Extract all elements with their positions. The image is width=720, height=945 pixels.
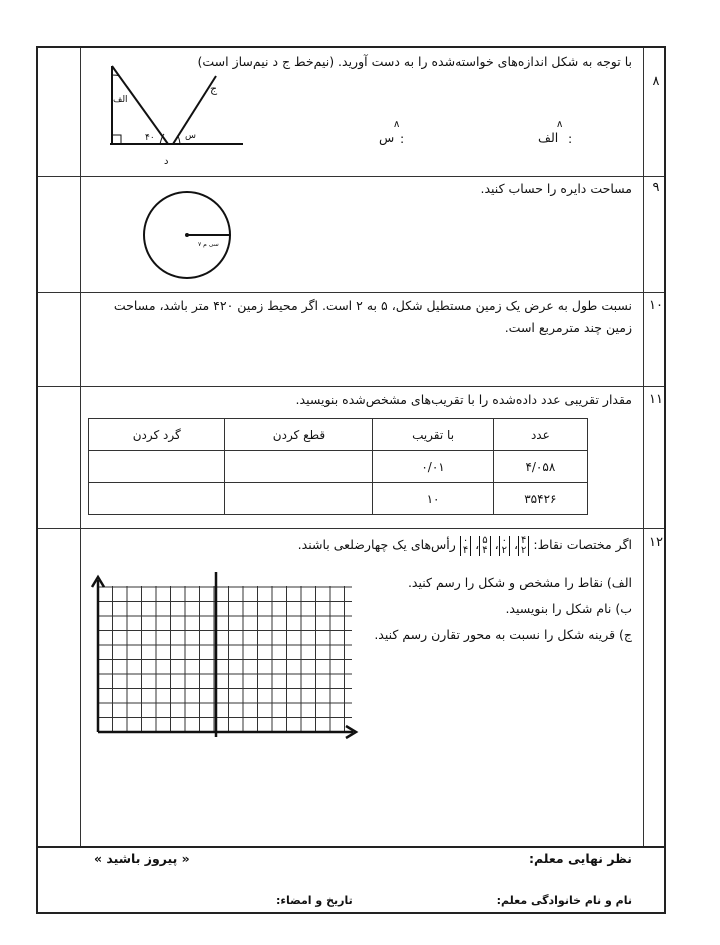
table-header-row <box>89 419 588 451</box>
point-vector: ۴ ۲ <box>518 536 529 556</box>
approximation-table <box>88 418 588 515</box>
cell-approx: ۱۰ <box>373 483 493 515</box>
point-vector: ۵ ۴ <box>479 536 490 556</box>
date-sign-label: تاریخ و امضاء: <box>276 894 353 907</box>
table-row <box>89 483 588 515</box>
question-12-text: اگر مختصات نقاط: ۴ ۲، ۰ ۲، ۵ ۴، ۰ ۴ رأس‌های یک چهارضلعی باشند. <box>297 534 632 556</box>
radius-label: ۷ سی ‌م <box>198 241 219 248</box>
answer-sin-label: س <box>379 130 395 145</box>
label-jim: ج <box>210 82 218 95</box>
teacher-opinion-label: نظر نهایی معلم: <box>528 851 632 866</box>
header-number: عدد <box>493 419 587 451</box>
question-number: ۸ <box>652 74 660 89</box>
label-sin: س <box>185 131 196 141</box>
question-number: ۱۲ <box>649 535 663 550</box>
cell-truncate-answer[interactable] <box>225 483 373 515</box>
question-11-text: مقدار تقریبی عدد داده‌شده را با تقریب‌های مشخص‌شده بنویسید. <box>295 392 632 407</box>
question-number: ۱۱ <box>649 392 663 407</box>
coordinate-grid[interactable] <box>88 572 378 772</box>
header-round: گرد کردن <box>89 419 225 451</box>
row-divider <box>38 176 664 177</box>
label-alef: الف <box>113 95 128 105</box>
answer-sin-colon: : <box>400 131 405 146</box>
cell-approx: ۰/۰۱ <box>373 451 493 483</box>
angle-hat: ∧ <box>393 119 401 130</box>
table-row <box>89 451 588 483</box>
label-dal: د <box>164 156 169 167</box>
row-divider <box>38 292 664 293</box>
exam-sheet <box>36 46 666 914</box>
row-divider <box>38 528 664 529</box>
question-12-suffix: رأس‌های یک چهارضلعی باشند. <box>297 537 456 552</box>
question-12-prefix: اگر مختصات نقاط: <box>533 537 632 552</box>
wish-text: « پیروز باشید » <box>94 851 190 866</box>
cell-truncate-answer[interactable] <box>225 451 373 483</box>
label-angle: ۴۰ <box>145 133 155 143</box>
cell-round-answer[interactable] <box>89 483 225 515</box>
question-12-part-b: ب) نام شکل را بنویسید. <box>505 601 632 616</box>
point-vector: ۰ ۲ <box>499 536 510 556</box>
row-divider <box>38 386 664 387</box>
teacher-name-label: نام و نام خانوادگی معلم: <box>496 894 632 907</box>
question-12-part-a: الف) نقاط را مشخص و شکل را رسم کنید. <box>407 575 632 590</box>
score-column-divider <box>80 48 81 848</box>
header-truncate: قطع کردن <box>225 419 373 451</box>
question-number: ۱۰ <box>649 298 663 313</box>
cell-number: ۳۵۴۲۶ <box>493 483 587 515</box>
cell-round-answer[interactable] <box>89 451 225 483</box>
circle-figure <box>140 188 234 282</box>
number-column-divider <box>643 48 644 848</box>
header-approx: با تقریب <box>373 419 493 451</box>
question-9-text: مساحت دایره را حساب کنید. <box>480 181 632 196</box>
cell-number: ۴/۰۵۸ <box>493 451 587 483</box>
angle-figure <box>98 58 248 168</box>
question-12-part-c: ج) قرینه شکل را نسبت به محور تقارن رسم کنید. <box>374 627 632 642</box>
answer-alef-colon: : <box>568 131 573 146</box>
question-10-text: نسبت طول به عرض یک زمین مستطیل شکل، ۵ به ۲ است. اگر محیط زمین ۴۲۰ متر باشد، مساحت زمین چند مترمربع است. <box>113 298 632 335</box>
answer-alef-label: الف <box>538 130 559 145</box>
point-vector: ۰ ۴ <box>460 536 471 556</box>
angle-hat: ∧ <box>556 119 564 130</box>
question-8-text: با توجه به شکل اندازه‌های خواسته‌شده را به دست آورید. (نیم‌خط ج د نیم‌ساز است) <box>197 54 632 69</box>
question-number: ۹ <box>652 180 660 195</box>
